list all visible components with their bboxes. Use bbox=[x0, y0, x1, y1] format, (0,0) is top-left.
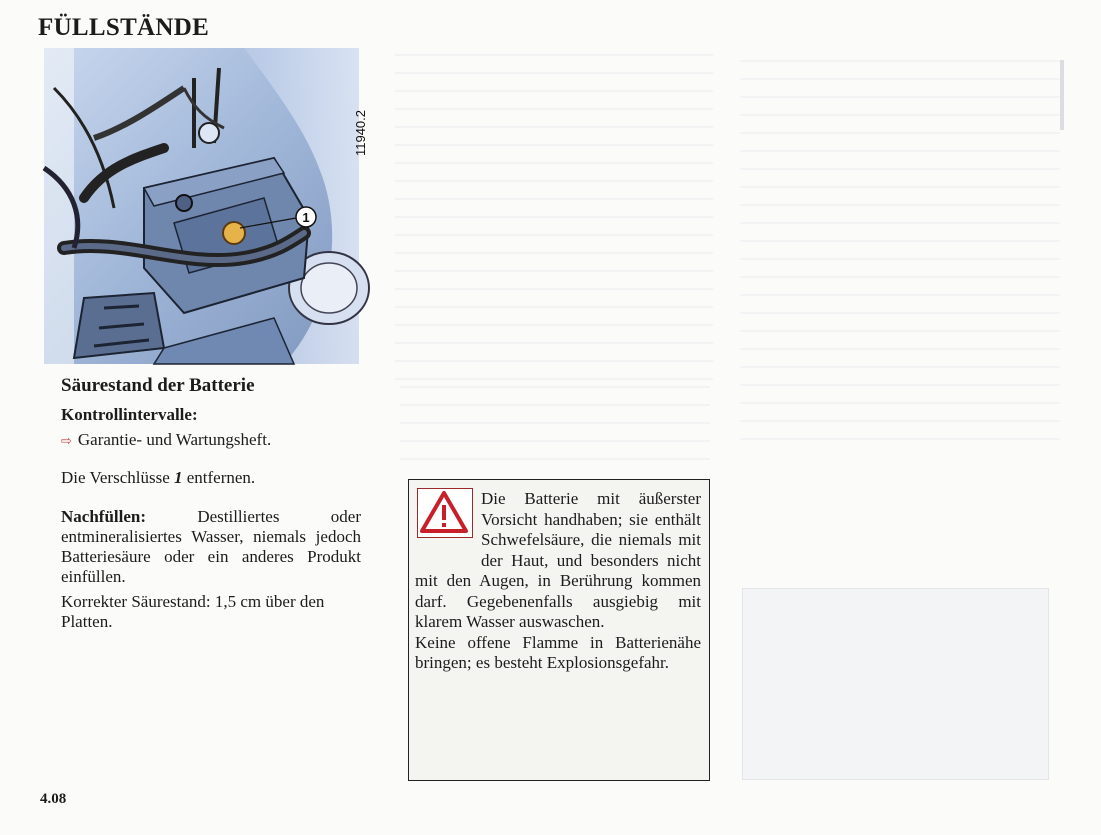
engine-illustration bbox=[44, 48, 368, 364]
page-number: 4.08 bbox=[40, 791, 67, 807]
step-suffix: entfernen. bbox=[182, 468, 256, 487]
step-prefix: Die Verschlüsse bbox=[61, 468, 174, 487]
reference-line bbox=[61, 430, 361, 452]
figure-reference-number: 11940.2 bbox=[353, 110, 368, 157]
reference-text: Garantie- und Wartungsheft. bbox=[77, 430, 272, 449]
refill-paragraph bbox=[61, 507, 361, 587]
level-paragraph: Korrekter Säurestand: 1,5 cm über den Platten. bbox=[61, 592, 325, 631]
subheading: Kontrollintervalle: bbox=[61, 405, 198, 424]
step-item-number: 1 bbox=[174, 468, 183, 487]
warning-paragraph-1: Die Batterie mit äußerster Vorsicht handhaben; sie enthält Schwefelsäure, die niemals mit der Haut, und besonders nicht mit den Augen, in Berührung kommen darf. Gegebenenfalls ausgiebig mit klarem Wasser auswaschen. bbox=[415, 489, 701, 631]
show-through-middle-text bbox=[400, 380, 710, 460]
step-paragraph bbox=[61, 468, 361, 488]
show-through-box bbox=[742, 588, 1049, 780]
engine-bay-drawing bbox=[44, 48, 359, 364]
show-through-left-column bbox=[395, 50, 713, 380]
warning-paragraph-2: Keine offene Flamme in Batterienähe bringen; es besteht Explosionsgefahr. bbox=[415, 632, 701, 672]
show-through-edge-mark bbox=[1060, 60, 1064, 130]
warning-text bbox=[415, 489, 701, 674]
refill-text: Destilliertes oder entmineralisiertes Wasser, niemals jedoch Batteriesäure oder ein anderes Produkt einfüllen. bbox=[61, 507, 361, 586]
arrow-right-icon: ⇨ bbox=[61, 434, 72, 449]
warning-box bbox=[408, 479, 710, 781]
callout-number: 1 bbox=[302, 210, 310, 225]
section-heading: Säurestand der Batterie bbox=[61, 375, 255, 396]
refill-label: Nachfüllen: bbox=[61, 507, 146, 526]
page-title: FÜLLSTÄNDE bbox=[38, 14, 210, 41]
show-through-right-text bbox=[740, 60, 1060, 440]
